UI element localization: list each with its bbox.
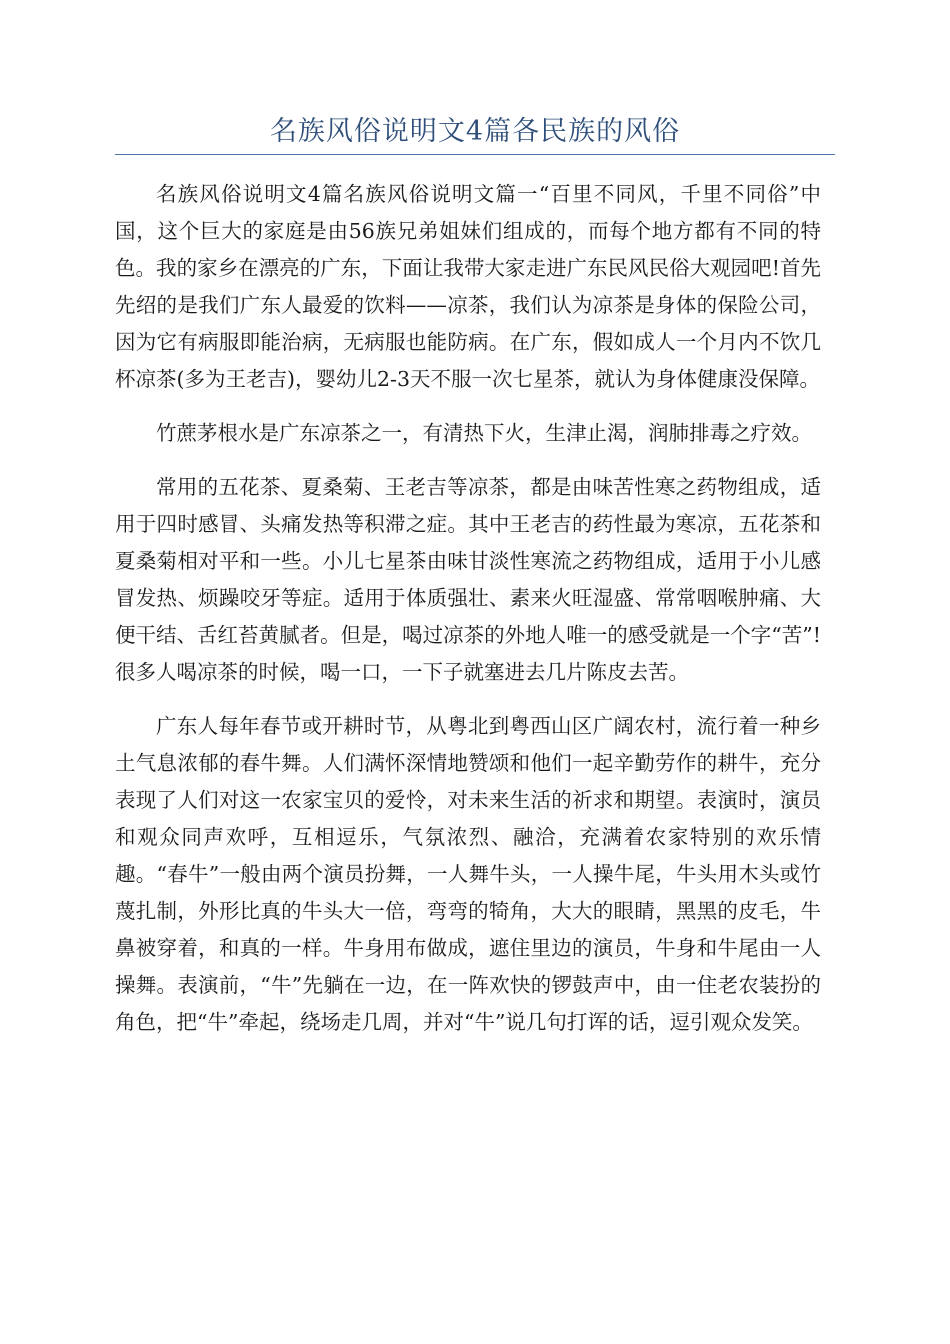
- document-body: [115, 176, 821, 1058]
- paragraph-1: 名族风俗说明文4篇名族风俗说明文篇一“百里不同风，千里不同俗”中国，这个巨大的家庭是由56族兄弟姐妹们组成的，而每个地方都有不同的特色。我的家乡在漂亮的广东，下面让我带大家走进广东民风民俗大观园吧!首先先绍的是我们广东人最爱的饮料——凉茶，我们认为凉茶是身体的保险公司，因为它有病服即能治病，无病服也能防病。在广东，假如成人一个月内不饮几杯凉茶(多为王老吉)，婴幼儿2-3天不服一次七星茶，就认为身体健康没保障。: [115, 182, 821, 391]
- paragraph-2: 竹蔗茅根水是广东凉茶之一，有清热下火，生津止渴，润肺排毒之疗效。: [156, 421, 812, 445]
- document-title: 名族风俗说明文4篇各民族的风俗: [269, 116, 681, 147]
- paragraph-3: 常用的五花茶、夏桑菊、王老吉等凉茶，都是由味苦性寒之药物组成，适用于四时感冒、头痛发热等积滞之症。其中王老吉的药性最为寒凉，五花茶和夏桑菊相对平和一些。小儿七星茶由味甘淡性寒流之药物组成，适用于小儿感冒发热、烦躁咬牙等症。适用于体质强壮、素来火旺湿盛、常常咽喉肿痛、大便干结、舌红苔黄腻者。但是，喝过凉茶的外地人唯一的感受就是一个字“苦”!很多人喝凉茶的时候，喝一口，一下子就塞进去几片陈皮去苦。: [115, 475, 821, 684]
- title-underline: [115, 154, 835, 155]
- paragraph-4: 广东人每年春节或开耕时节，从粤北到粤西山区广阔农村，流行着一种乡土气息浓郁的春牛舞。人们满怀深情地赞颂和他们一起辛勤劳作的耕牛，充分表现了人们对这一农家宝贝的爱怜，对未来生活的祈求和期望。表演时，演员和观众同声欢呼，互相逗乐，气氛浓烈、融洽，充满着农家特别的欢乐情趣。“春牛”一般由两个演员扮舞，一人舞牛头，一人操牛尾，牛头用木头或竹蔑扎制，外形比真的牛头大一倍，弯弯的犄角，大大的眼睛，黑黑的皮毛，牛鼻被穿着，和真的一样。牛身用布做成，遮住里边的演员，牛身和牛尾由一人操舞。表演前，“牛”先躺在一边，在一阵欢快的锣鼓声中，由一住老农装扮的角色，把“牛”牵起，绕场走几周，并对“牛”说几句打诨的话，逗引观众发笑。: [115, 714, 821, 1034]
